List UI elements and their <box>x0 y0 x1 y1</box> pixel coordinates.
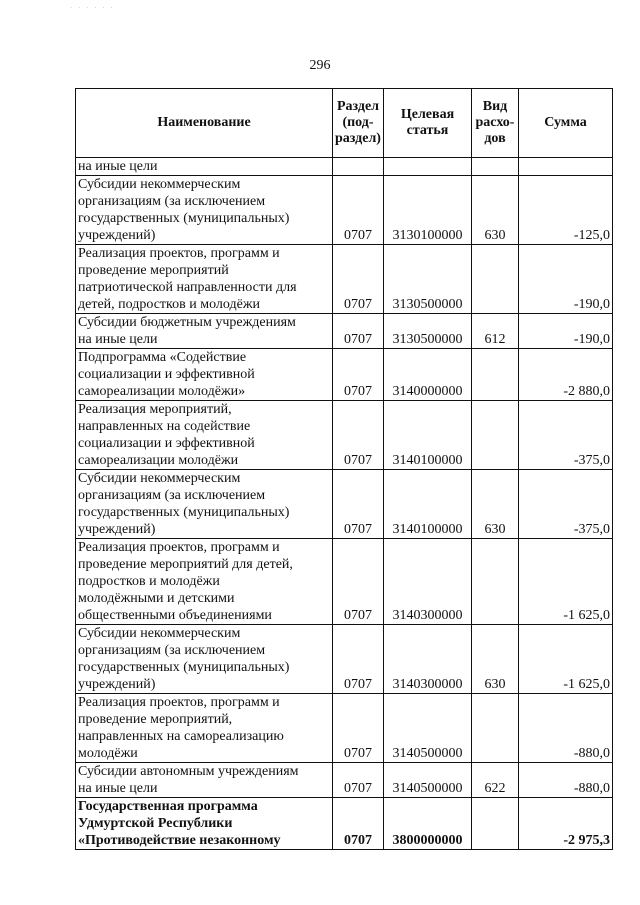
row-type <box>472 245 519 314</box>
row-section: 0707 <box>333 401 384 470</box>
row-section: 0707 <box>333 314 384 349</box>
table-row <box>76 401 613 470</box>
row-sum: -190,0 <box>519 245 613 314</box>
header-section: Раздел (под- раздел) <box>333 89 384 158</box>
table-header-row <box>76 89 613 158</box>
row-name: Реализация проектов, программ и проведение мероприятий для детей, подростков и молодёжи молодёжными и детскими общественными объединениями <box>76 539 333 625</box>
row-name: Реализация мероприятий, направленных на содействие социализации и эффективной самореализации молодёжи <box>76 401 333 470</box>
row-sum: -2 880,0 <box>519 349 613 401</box>
row-sum: -375,0 <box>519 470 613 539</box>
table-row <box>76 349 613 401</box>
row-section: 0707 <box>333 625 384 694</box>
row-sum <box>519 158 613 176</box>
table-body <box>76 158 613 850</box>
row-sum: -880,0 <box>519 763 613 798</box>
table-row <box>76 158 613 176</box>
row-name: Реализация проектов, программ и проведение мероприятий патриотической направленности для детей, подростков и молодёжи <box>76 245 333 314</box>
row-type: 630 <box>472 470 519 539</box>
row-sum: -2 975,3 <box>519 798 613 850</box>
budget-table <box>75 88 613 850</box>
row-section: 0707 <box>333 245 384 314</box>
row-name: Подпрограмма «Содействие социализации и эффективной самореализации молодёжи» <box>76 349 333 401</box>
row-sum: -375,0 <box>519 401 613 470</box>
row-section: 0707 <box>333 349 384 401</box>
table-row <box>76 245 613 314</box>
row-section: 0707 <box>333 176 384 245</box>
row-target: 3130500000 <box>384 245 472 314</box>
row-type: 630 <box>472 625 519 694</box>
row-type <box>472 349 519 401</box>
table-row <box>76 694 613 763</box>
row-target: 3140000000 <box>384 349 472 401</box>
row-target: 3140500000 <box>384 763 472 798</box>
row-name: Государственная программа Удмуртской Республики «Противодействие незаконному <box>76 798 333 850</box>
row-section: 0707 <box>333 470 384 539</box>
row-type: 612 <box>472 314 519 349</box>
row-type <box>472 539 519 625</box>
header-sum: Сумма <box>519 89 613 158</box>
row-sum: -190,0 <box>519 314 613 349</box>
row-target: 3130100000 <box>384 176 472 245</box>
table-row <box>76 763 613 798</box>
row-type: 630 <box>472 176 519 245</box>
header-name: Наименование <box>76 89 333 158</box>
row-target: 3800000000 <box>384 798 472 850</box>
table-row <box>76 314 613 349</box>
row-name: Субсидии бюджетным учреждениям на иные цели <box>76 314 333 349</box>
row-name: Субсидии некоммерческим организациям (за исключением государственных (муниципальных) учреждений) <box>76 176 333 245</box>
row-type <box>472 158 519 176</box>
table-row <box>76 798 613 850</box>
row-name: Субсидии некоммерческим организациям (за исключением государственных (муниципальных) учреждений) <box>76 625 333 694</box>
row-type <box>472 401 519 470</box>
row-name: на иные цели <box>76 158 333 176</box>
row-type: 622 <box>472 763 519 798</box>
row-section: 0707 <box>333 694 384 763</box>
row-name: Субсидии автономным учреждениям на иные цели <box>76 763 333 798</box>
row-target: 3140100000 <box>384 401 472 470</box>
row-sum: -1 625,0 <box>519 539 613 625</box>
row-section: 0707 <box>333 539 384 625</box>
row-target: 3140300000 <box>384 625 472 694</box>
table-row <box>76 470 613 539</box>
header-type: Вид расхо- дов <box>472 89 519 158</box>
header-target: Целевая статья <box>384 89 472 158</box>
row-type <box>472 798 519 850</box>
scan-mark: · · · · · · <box>70 4 115 12</box>
row-sum: -125,0 <box>519 176 613 245</box>
row-target <box>384 158 472 176</box>
row-target: 3140100000 <box>384 470 472 539</box>
row-sum: -1 625,0 <box>519 625 613 694</box>
row-type <box>472 694 519 763</box>
row-sum: -880,0 <box>519 694 613 763</box>
table-row <box>76 625 613 694</box>
row-name: Реализация проектов, программ и проведение мероприятий, направленных на самореализацию молодёжи <box>76 694 333 763</box>
row-section: 0707 <box>333 798 384 850</box>
row-name: Субсидии некоммерческим организациям (за исключением государственных (муниципальных) учреждений) <box>76 470 333 539</box>
table-row <box>76 539 613 625</box>
row-section <box>333 158 384 176</box>
row-target: 3140500000 <box>384 694 472 763</box>
page-number: 296 <box>309 58 331 73</box>
row-section: 0707 <box>333 763 384 798</box>
row-target: 3140300000 <box>384 539 472 625</box>
table-row <box>76 176 613 245</box>
row-target: 3130500000 <box>384 314 472 349</box>
